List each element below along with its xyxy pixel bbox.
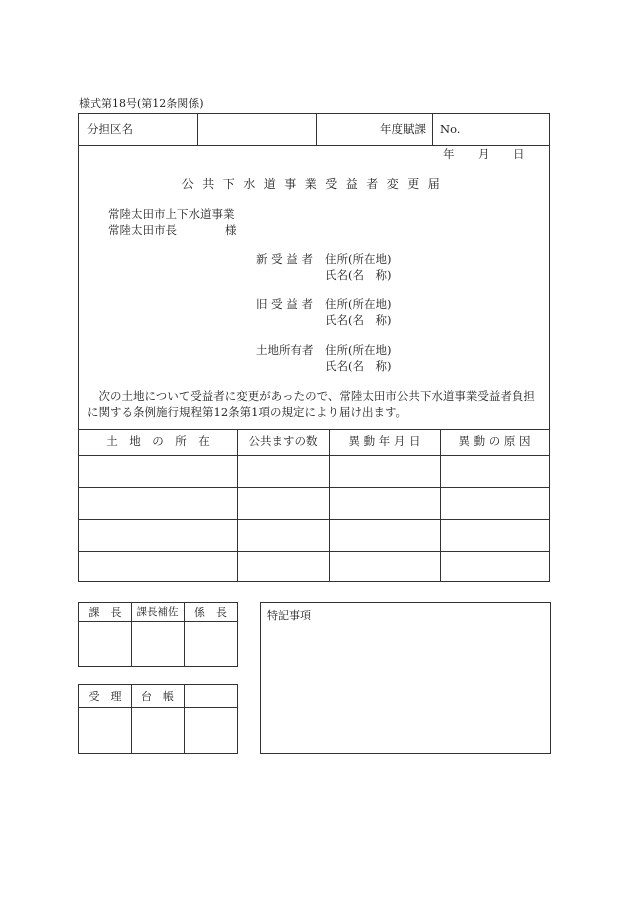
- table-header-location: 土 地 の 所 在: [106, 434, 210, 448]
- form-title: 公共下水道事業受益者変更届: [181, 177, 449, 191]
- land-owner-name-label: 氏名(名 称): [325, 359, 392, 373]
- deputy-chief-label: 課長補佐: [136, 606, 179, 618]
- remarks-label: 特記事項: [267, 609, 311, 622]
- table-header-change-date: 異 動 年 月 日: [348, 434, 421, 448]
- addressee-honorific: 様: [225, 223, 237, 237]
- table-top-line: [79, 429, 549, 430]
- deputy-chief-stamp[interactable]: [132, 622, 184, 666]
- table-cell-change-date[interactable]: [330, 520, 440, 551]
- table-cell-manhole-count[interactable]: [238, 520, 329, 551]
- blank-stamp[interactable]: [185, 708, 237, 753]
- table-cell-location[interactable]: [79, 520, 237, 551]
- subsection-chief-label: 係 長: [194, 606, 227, 619]
- new-beneficiary-label: 新 受 益 者: [256, 252, 313, 266]
- header-col-divider: [197, 114, 198, 145]
- subsection-chief-stamp[interactable]: [185, 622, 237, 666]
- ledger-stamp[interactable]: [132, 708, 184, 753]
- old-beneficiary-name-label: 氏名(名 称): [325, 313, 392, 327]
- table-header-change-reason: 異 動 の 原 因: [458, 434, 531, 448]
- addressee-line2: 常陸太田市長: [108, 223, 177, 237]
- section-chief-label: 課 長: [88, 606, 122, 619]
- date-day: 日: [513, 147, 525, 161]
- table-cell-change-reason[interactable]: [441, 520, 549, 551]
- application-form: [78, 113, 550, 582]
- addressee-line1: 常陸太田市上下水道事業: [108, 207, 235, 221]
- table-cell-location[interactable]: [79, 552, 237, 581]
- declaration-text: 次の土地について受益者に変更があったので、常陸太田市公共下水道事業受益者負担に関する条例施行規程第12条第1項の規定により届け出ます。: [87, 389, 535, 419]
- form-number-label: 様式第18号(第12条関係): [79, 97, 204, 110]
- receipt-stamp[interactable]: [79, 708, 131, 753]
- table-cell-location[interactable]: [79, 456, 237, 487]
- table-cell-change-reason[interactable]: [441, 552, 549, 581]
- table-cell-change-date[interactable]: [330, 552, 440, 581]
- table-cell-change-reason[interactable]: [441, 456, 549, 487]
- table-cell-manhole-count[interactable]: [238, 552, 329, 581]
- district-label: 分担区名: [87, 122, 133, 136]
- tax-year-label: 年度賦課: [380, 122, 426, 136]
- ledger-label: 台 帳: [141, 690, 174, 703]
- table-cell-manhole-count[interactable]: [238, 488, 329, 519]
- approval-stamp-box: [78, 602, 238, 667]
- land-owner-label: 土地所有者: [256, 343, 314, 357]
- table-cell-change-date[interactable]: [330, 456, 440, 487]
- old-beneficiary-label: 旧 受 益 者: [256, 297, 313, 311]
- land-owner-address-label: 住所(所在地): [325, 343, 392, 357]
- section-chief-stamp[interactable]: [79, 622, 131, 666]
- header-divider: [79, 145, 549, 146]
- new-beneficiary-name-label: 氏名(名 称): [325, 268, 392, 282]
- receipt-stamp-box: [78, 684, 238, 754]
- table-cell-location[interactable]: [79, 488, 237, 519]
- old-beneficiary-address-label: 住所(所在地): [325, 297, 392, 311]
- date-month: 月: [478, 147, 490, 161]
- new-beneficiary-address-label: 住所(所在地): [325, 252, 392, 266]
- table-cell-change-reason[interactable]: [441, 488, 549, 519]
- table-header-manhole-count: 公共ますの数: [248, 434, 318, 448]
- table-cell-change-date[interactable]: [330, 488, 440, 519]
- header-col-divider: [316, 114, 317, 145]
- receipt-label: 受 理: [88, 690, 122, 703]
- remarks-box[interactable]: [260, 602, 551, 754]
- number-label: No.: [440, 122, 461, 136]
- date-year: 年: [443, 147, 455, 161]
- header-col-divider: [432, 114, 433, 145]
- table-cell-manhole-count[interactable]: [238, 456, 329, 487]
